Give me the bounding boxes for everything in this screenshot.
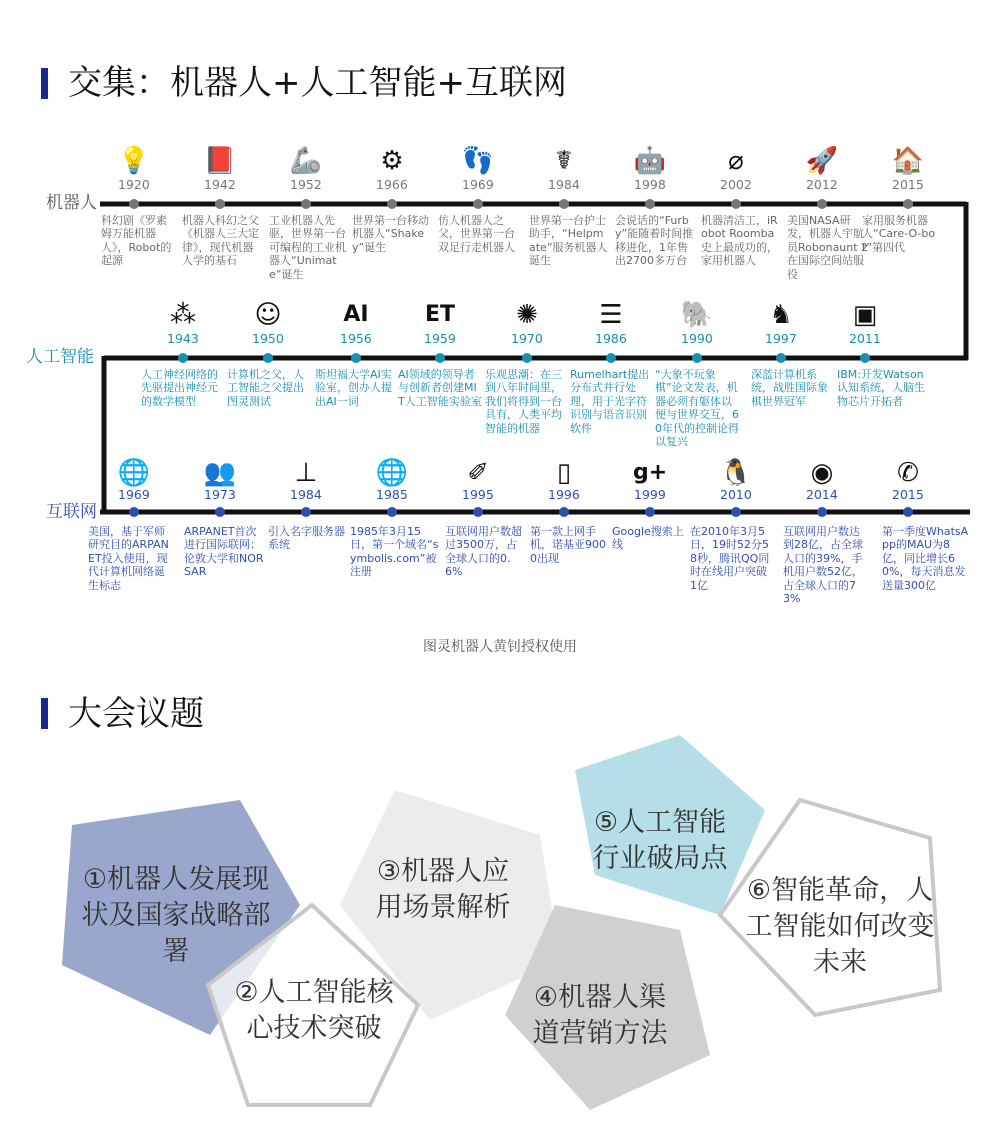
house-icon: 🏠 — [891, 146, 925, 176]
timeline-year: 1950 — [252, 331, 284, 346]
timeline-description: 互联网用户数超过3500万，占全球人口的0.6% — [445, 525, 522, 579]
row-label-internet: 互联网 — [46, 502, 97, 522]
image-credit: 图灵机器人黄钊授权使用 — [423, 639, 577, 655]
www-icon: 🌐 — [375, 458, 409, 488]
topic-5: ⑤人工智能行业破局点 — [592, 807, 728, 874]
footprints-icon: 👣 — [461, 146, 495, 176]
timeline-description: 机器清洁工，iRobot Roomba史上最成功的，家用机器人 — [701, 214, 778, 268]
timeline-description: 美国，基于军师研究目的ARPANET投入使用，现代计算机网络诞生标志 — [88, 525, 169, 592]
timeline-year: 2011 — [849, 331, 881, 346]
phone-icon: ▯ — [556, 458, 572, 488]
timeline-description: Google搜索上线 — [612, 525, 684, 552]
signal-icon: ◉ — [810, 458, 834, 488]
timeline-year: 1986 — [595, 331, 627, 346]
timeline-year: 2012 — [806, 177, 838, 192]
timeline-year: 1997 — [765, 331, 797, 346]
timeline-year: 1985 — [376, 487, 408, 502]
globe-icon: 🌐 — [117, 458, 151, 488]
timeline-year: 1995 — [462, 487, 494, 502]
timeline-year: 1942 — [204, 177, 236, 192]
chess-knight-icon: ♞ — [769, 300, 793, 330]
nurse-icon: ☤ — [555, 146, 573, 176]
network-icon: ⁂ — [170, 300, 196, 330]
timeline-year: 2002 — [720, 177, 752, 192]
topic-3: ③机器人应用场景解析 — [375, 856, 511, 923]
vacuum-icon: ⌀ — [728, 146, 744, 176]
timeline-description: 人工神经网络的先驱提出神经元的数学模型 — [141, 368, 218, 408]
whatsapp-icon: ✆ — [897, 458, 919, 488]
topic-2: ②人工智能核心技术突破 — [234, 977, 394, 1044]
users-icon: 👥 — [203, 458, 237, 488]
timeline-year: 1973 — [204, 487, 236, 502]
timeline-description: 1985年3月15日，第一个域名“symbolis.com”被注册 — [350, 525, 439, 579]
chip-icon: ▣ — [852, 300, 878, 330]
timeline-year: 1984 — [548, 177, 580, 192]
timeline-year: 2010 — [720, 487, 752, 502]
ai-document-icon: AI — [343, 302, 369, 327]
row-label-ai: 人工智能 — [26, 347, 94, 367]
et-icon: ET — [424, 302, 456, 327]
timeline-description: “大象不玩象棋”论文发表，机器必须有躯体以便与世界交互，60年代的控制论得以复兴 — [655, 368, 739, 449]
timeline-description: 第一款上网手机，诺基亚9000出现 — [530, 525, 606, 565]
database-icon: ☰ — [599, 300, 623, 330]
timeline-year: 1943 — [167, 331, 199, 346]
timeline-year: 1999 — [634, 487, 666, 502]
lightbulb-icon: 💡 — [117, 146, 151, 176]
timeline-description: 世界第一台移动机器人“Shakey”诞生 — [352, 214, 429, 254]
brain-icon: ✺ — [516, 300, 538, 330]
timeline-year: 1969 — [462, 177, 494, 192]
timeline-year: 2015 — [892, 487, 924, 502]
timeline-description: AI领域的领导者与创新者创建MIT人工智能实验室 — [398, 368, 482, 408]
timeline-description: 计算机之父，人工智能之父提出图灵测试 — [227, 368, 304, 408]
row-label-robot: 机器人 — [46, 193, 97, 213]
section-title-intersection: 交集：机器人+人工智能+互联网 — [68, 63, 567, 103]
timeline-description: 在2010年3月5日，19时52分58秒，腾讯QQ同时在线用户突破1亿 — [690, 525, 770, 592]
google-plus-icon: g+ — [633, 460, 668, 485]
timeline-description: 引入名字服务器系统 — [268, 525, 345, 552]
rocket-icon: 🚀 — [805, 146, 839, 176]
timeline-description: 会说话的“Furby”能随着时间推移进化，1年售出2700多万台 — [615, 214, 694, 268]
timeline-year: 2014 — [806, 487, 838, 502]
robot-head-icon: 🤖 — [633, 146, 667, 176]
topic-6: ⑥智能革命，人工智能如何改变未来 — [745, 875, 935, 978]
timeline-description: 互联网用户数达到28亿，占全球人口的39%，手机用户数52亿，占全球人口的73% — [783, 525, 863, 606]
section-title-topics: 大会议题 — [68, 694, 204, 734]
timeline-description: Rumelhart提出分布式并行处理，用于光字符识别与语音识别软件 — [570, 368, 650, 435]
timeline-year: 1966 — [376, 177, 408, 192]
timeline-description: 斯坦福大学AI实验室，创办人提出AI一词 — [315, 368, 392, 408]
timeline-description: 仿人机器人之父，世界第一台双足行走机器人 — [438, 214, 515, 254]
timeline-year: 1996 — [548, 487, 580, 502]
gear-icon: ⚙ — [380, 146, 404, 176]
timeline-year: 1970 — [511, 331, 543, 346]
timeline-description: 世界第一台护士助手，“Helpmate”服务机器人诞生 — [529, 214, 608, 268]
timeline-description: ARPANET首次进行国际联网：伦敦大学和NORSAR — [184, 525, 264, 579]
robot-arm-icon: 🦾 — [289, 146, 323, 176]
timeline-year: 1969 — [118, 487, 150, 502]
hierarchy-icon: ⊥ — [294, 458, 318, 488]
topic-1: ①机器人发展现状及国家战略部署 — [81, 864, 271, 967]
topic-4: ④机器人渠道营销方法 — [532, 982, 668, 1049]
connection-icon: ✐ — [467, 458, 489, 488]
timeline-description: 乐观思潮：在三到八年时间里，我们将得到一台具有，人类平均智能的机器 — [485, 368, 562, 435]
timeline-year: 1952 — [290, 177, 322, 192]
book-icon: 📕 — [203, 146, 237, 176]
timeline-description: 深蓝计算机系统，战胜国际象棋世界冠军 — [751, 368, 828, 408]
timeline-year: 1984 — [290, 487, 322, 502]
timeline-description: 机器人科幻之父《机器人三大定律》，现代机器人学的基石 — [182, 214, 259, 268]
timeline-description: 科幻剧《罗素姆万能机器人》，Robot的起源 — [101, 214, 172, 268]
timeline-description: 家用服务机器人“Care-O-bot”第四代 — [862, 214, 936, 254]
qq-icon: 🐧 — [719, 458, 753, 488]
timeline-year: 1920 — [118, 177, 150, 192]
elephant-icon: 🐘 — [680, 300, 714, 330]
timeline-year: 1990 — [681, 331, 713, 346]
brain-head-icon: ☺ — [254, 300, 282, 330]
timeline-year: 1998 — [634, 177, 666, 192]
timeline-description: 美国NASA研发，机器人宇航员Robonaunt 2在国际空间站服役 — [787, 214, 869, 281]
timeline-year: 2015 — [892, 177, 924, 192]
timeline-description: 第一季度WhatsApp的MAU为8亿，同比增长60%，每天消息发送量300亿 — [882, 525, 969, 592]
timeline-description: 工业机器人先驱，世界第一台可编程的工业机器人“Unimate”诞生 — [269, 214, 346, 281]
timeline-description: IBM:开发Watson认知系统，人脑生物芯片开拓者 — [837, 368, 925, 408]
timeline-year: 1956 — [340, 331, 372, 346]
timeline-year: 1959 — [424, 331, 456, 346]
